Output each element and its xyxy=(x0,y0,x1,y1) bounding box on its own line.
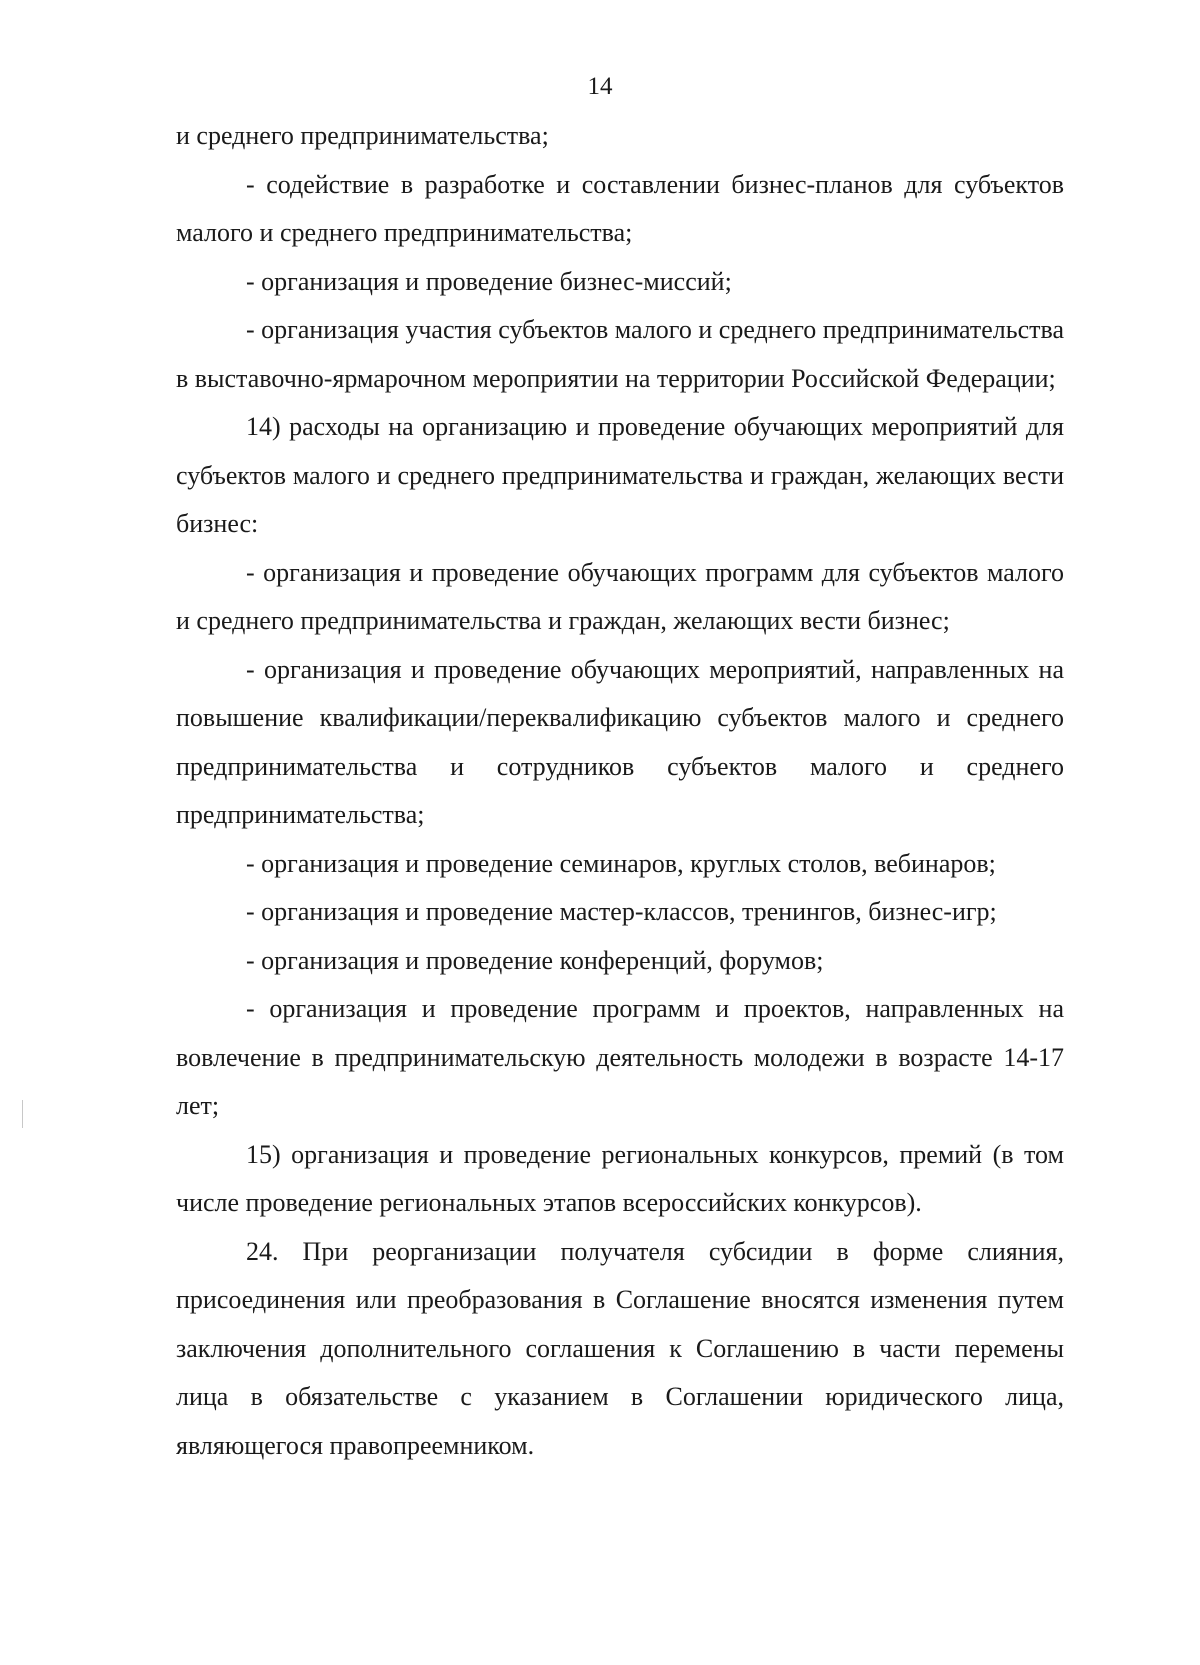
list-item-exhibition-participation: - организация участия субъектов малого и среднего предпринимательства в выставочно-ярмарочном мероприятии на территории Российской Федерации; xyxy=(176,315,1064,393)
list-item-seminars: - организация и проведение семинаров, круглых столов, вебинаров; xyxy=(246,848,996,878)
document-body xyxy=(176,112,1064,1470)
list-item-business-plans: - содействие в разработке и составлении бизнес-планов для субъектов малого и среднего предпринимательства; xyxy=(176,169,1064,247)
item-14-training-expenses: 14) расходы на организацию и проведение обучающих мероприятий для субъектов малого и среднего предпринимательства и граждан, желающих вести бизнес: xyxy=(176,412,1064,538)
list-item-master-classes: - организация и проведение мастер-классов, тренингов, бизнес-игр; xyxy=(246,897,997,926)
clause-24-reorganization: 24. При реорганизации получателя субсидии в форме слияния, присоединения или преобразования в Соглашение вносятся изменения путем заключения дополнительного соглашения к Соглашению в части перемены лица в обязательстве с указанием в Соглашении юридического лица, являющегося правопреемником. xyxy=(176,1236,1064,1460)
list-item-youth-programs: - организация и проведение программ и проектов, направленных на вовлечение в предпринимательскую деятельность молодежи в возрасте 14-17 лет; xyxy=(176,994,1064,1120)
page-number: 14 xyxy=(587,73,613,100)
paragraph-continuation: и среднего предпринимательства; xyxy=(176,121,549,150)
list-item-conferences: - организация и проведение конференций, форумов; xyxy=(246,945,824,975)
scan-artifact xyxy=(22,1100,23,1128)
list-item-qualification-events: - организация и проведение обучающих мероприятий, направленных на повышение квалификации/переквалификацию субъектов малого и среднего предпринимательства и сотрудников субъектов малого и среднего предпринимательства; xyxy=(176,654,1064,829)
list-item-training-programs: - организация и проведение обучающих программ для субъектов малого и среднего предпринимательства и граждан, желающих вести бизнес; xyxy=(176,557,1064,635)
list-item-business-missions: - организация и проведение бизнес-миссий; xyxy=(246,266,732,296)
item-15-regional-contests: 15) организация и проведение региональных конкурсов, премий (в том числе проведение региональных этапов всероссийских конкурсов). xyxy=(176,1139,1064,1217)
